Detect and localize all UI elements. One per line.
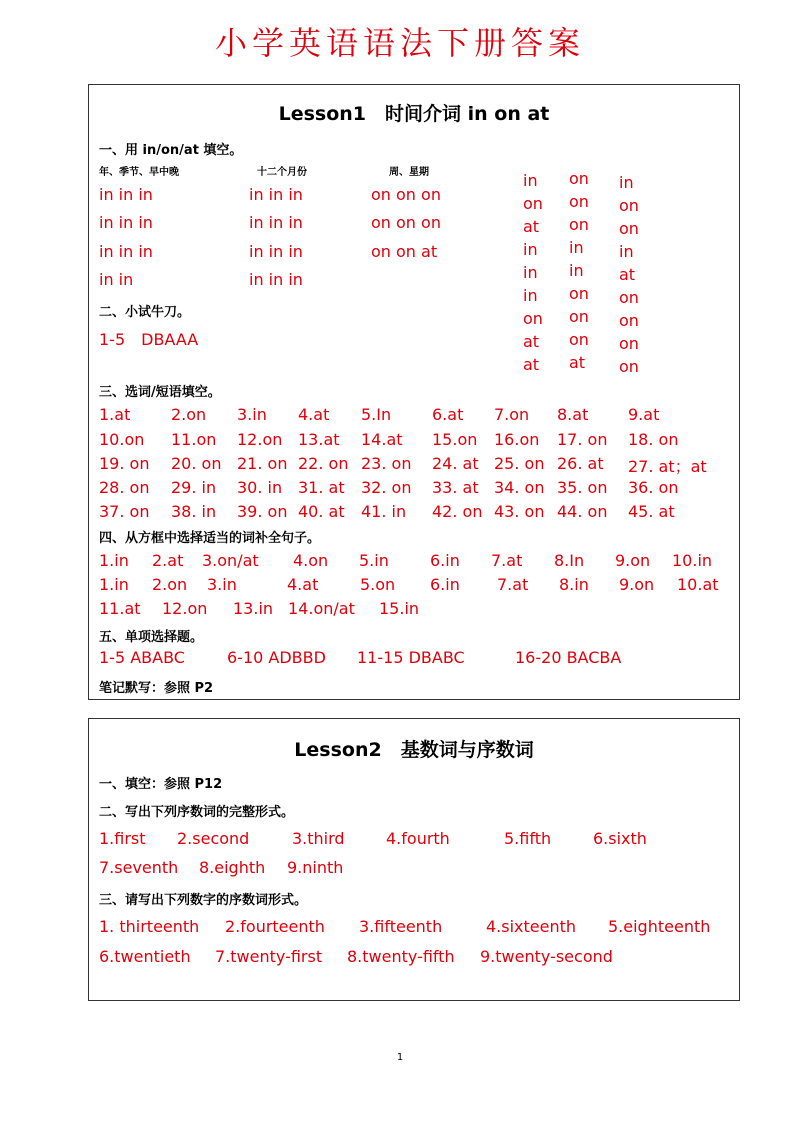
s3-answer: 18. on — [628, 430, 679, 449]
l2-s3-answer: 7.twenty-first — [215, 947, 323, 966]
s3-answer: 32. on — [361, 478, 412, 497]
s4-answer: 3.in — [207, 575, 237, 594]
s4-answer: 2.on — [152, 575, 188, 594]
l2-s3-answer: 3.fifteenth — [359, 917, 443, 936]
s3-answer: 27. at；at — [628, 457, 707, 476]
s4-answer: 6.in — [430, 551, 460, 570]
s3-answer: 42. on — [432, 502, 483, 521]
s3-answer: 39. on — [237, 502, 288, 521]
l2-s2-answer: 7.seventh — [99, 858, 179, 877]
s4-answer: 4.on — [293, 551, 329, 570]
lesson2-section3-heading: 三、请写出下列数字的序数词形式。 — [99, 893, 308, 908]
lesson2-section2-heading: 二、写出下列序数词的完整形式。 — [99, 805, 295, 820]
s3-answer: 29. in — [171, 478, 217, 497]
s3-answer: 4.at — [298, 405, 330, 424]
s1-grid-cell: in — [619, 242, 634, 261]
s3-answer: 34. on — [494, 478, 545, 497]
s4-answer: 1.in — [99, 551, 129, 570]
s4-answer: 7.at — [491, 551, 523, 570]
s3-answer: 24. at — [432, 454, 479, 473]
s4-answer: 5.on — [360, 575, 396, 594]
s1-grid-cell: in — [523, 263, 538, 282]
s3-answer: 19. on — [99, 454, 150, 473]
s3-answer: 12.on — [237, 430, 283, 449]
s1-grid-cell: in — [523, 286, 538, 305]
s3-answer: 30. in — [237, 478, 283, 497]
section5-answer-2: 6-10 ADBBD — [227, 648, 326, 667]
page-number: 1 — [396, 1052, 404, 1063]
l2-s3-answer: 1. thirteenth — [99, 917, 200, 936]
s3-answer: 2.on — [171, 405, 207, 424]
s3-answer: 13.at — [298, 430, 340, 449]
s3-answer: 33. at — [432, 478, 479, 497]
s1-grid-cell: on — [619, 357, 639, 376]
l2-s2-answer: 6.sixth — [593, 829, 647, 848]
s4-answer: 3.on/at — [202, 551, 259, 570]
colhead-weekdays: 周、星期 — [389, 167, 429, 178]
s1-grid-cell: on — [569, 284, 589, 303]
s3-answer: 6.at — [432, 405, 464, 424]
lesson1-title: Lesson1 时间介词 in on at — [278, 103, 550, 125]
colhead-year-season: 年、季节、早中晚 — [99, 167, 179, 178]
s3-answer: 43. on — [494, 502, 545, 521]
s1-grid-cell: in — [523, 171, 538, 190]
s4-answer: 10.at — [677, 575, 719, 594]
s1-grid-cell: on — [569, 307, 589, 326]
s3-answer: 25. on — [494, 454, 545, 473]
s3-answer: 16.on — [494, 430, 540, 449]
s1-grid-cell: at — [619, 265, 636, 284]
l2-s3-answer: 4.sixteenth — [486, 917, 577, 936]
l2-s2-answer: 3.third — [292, 829, 345, 848]
lesson1-section5-heading: 五、单项选择题。 — [99, 630, 204, 645]
section5-answer-1: 1-5 ABABC — [99, 648, 185, 667]
s1-grid-cell: at — [523, 217, 540, 236]
lesson1-section3-heading: 三、选词/短语填空。 — [99, 385, 221, 400]
s4-answer: 6.in — [430, 575, 460, 594]
l2-s2-answer: 2.second — [177, 829, 250, 848]
s4-answer: 7.at — [497, 575, 529, 594]
s3-answer: 31. at — [298, 478, 345, 497]
lesson1-section2-heading: 二、小试牛刀。 — [99, 305, 191, 320]
s1-grid-cell: on — [569, 215, 589, 234]
s4-answer: 8.in — [559, 575, 589, 594]
s1-grid-cell: on — [619, 219, 639, 238]
s4-answer: 11.at — [99, 599, 141, 618]
lesson1-section4-heading: 四、从方框中选择适当的词补全句子。 — [99, 531, 321, 546]
lesson2-section1-heading: 一、填空：参照 P12 — [99, 777, 223, 792]
s1-grid-cell: on — [569, 330, 589, 349]
l2-s2-answer: 1.first — [99, 829, 146, 848]
l2-s3-answer: 2.fourteenth — [225, 917, 325, 936]
l2-s2-answer: 5.fifth — [504, 829, 552, 848]
s4-answer: 5.in — [359, 551, 389, 570]
s1-col-c-row: on on on — [371, 213, 441, 232]
l2-s3-answer: 6.twentieth — [99, 947, 191, 966]
s3-answer: 41. in — [361, 502, 407, 521]
s4-answer: 10.in — [672, 551, 713, 570]
s3-answer: 36. on — [628, 478, 679, 497]
s4-answer: 4.at — [287, 575, 319, 594]
s4-answer: 8.In — [554, 551, 585, 570]
lesson1-box — [88, 84, 740, 700]
s1-grid-cell: at — [523, 355, 540, 374]
s1-col-a-row: in in in — [99, 185, 153, 204]
s3-answer: 22. on — [298, 454, 349, 473]
s4-answer: 14.on/at — [288, 599, 355, 618]
s3-answer: 1.at — [99, 405, 131, 424]
s1-grid-cell: on — [523, 194, 543, 213]
s3-answer: 14.at — [361, 430, 403, 449]
s3-answer: 35. on — [557, 478, 608, 497]
s3-answer: 21. on — [237, 454, 288, 473]
s1-col-b-row: in in in — [249, 270, 303, 289]
s1-grid-cell: in — [569, 238, 584, 257]
s4-answer: 15.in — [379, 599, 420, 618]
s1-grid-cell: in — [569, 261, 584, 280]
l2-s3-answer: 8.twenty-fifth — [347, 947, 455, 966]
s3-answer: 26. at — [557, 454, 604, 473]
s4-answer: 9.on — [615, 551, 651, 570]
s4-answer: 2.at — [152, 551, 184, 570]
s1-grid-cell: on — [619, 334, 639, 353]
lesson2-title: Lesson2 基数词与序数词 — [294, 739, 534, 761]
section2-answer: 1-5 DBAAA — [99, 330, 199, 349]
s1-grid-cell: at — [569, 353, 586, 372]
s4-answer: 1.in — [99, 575, 129, 594]
s4-answer: 9.on — [619, 575, 655, 594]
l2-s2-answer: 8.eighth — [199, 858, 266, 877]
s3-answer: 8.at — [557, 405, 589, 424]
s1-col-a-row: in in in — [99, 242, 153, 261]
s1-grid-cell: at — [523, 332, 540, 351]
s1-grid-cell: in — [523, 240, 538, 259]
s4-answer: 13.in — [233, 599, 274, 618]
section5-answer-3: 11-15 DBABC — [357, 648, 465, 667]
s1-col-b-row: in in in — [249, 213, 303, 232]
colhead-months: 十二个月份 — [257, 167, 307, 178]
s3-answer: 9.at — [628, 405, 660, 424]
s1-col-b-row: in in in — [249, 185, 303, 204]
s3-answer: 23. on — [361, 454, 412, 473]
section5-answer-4: 16-20 BACBA — [515, 648, 622, 667]
s3-answer: 28. on — [99, 478, 150, 497]
s1-grid-cell: on — [569, 169, 589, 188]
s1-grid-cell: on — [619, 196, 639, 215]
s1-grid-cell: on — [569, 192, 589, 211]
s3-answer: 11.on — [171, 430, 217, 449]
lesson1-notes: 笔记默写：参照 P2 — [99, 681, 214, 696]
s1-col-b-row: in in in — [249, 242, 303, 261]
s4-answer: 12.on — [162, 599, 208, 618]
s3-answer: 38. in — [171, 502, 217, 521]
lesson2-box — [88, 718, 740, 1001]
l2-s2-answer: 4.fourth — [386, 829, 450, 848]
l2-s2-answer: 9.ninth — [287, 858, 344, 877]
s1-grid-cell: on — [619, 311, 639, 330]
s1-col-c-row: on on on — [371, 185, 441, 204]
lesson1-section1-heading: 一、用 in/on/at 填空。 — [99, 143, 243, 158]
document-title: 小学英语语法下册答案 — [214, 24, 585, 62]
l2-s3-answer: 9.twenty-second — [480, 947, 613, 966]
s1-grid-cell: in — [619, 173, 634, 192]
s3-answer: 3.in — [237, 405, 267, 424]
s1-col-a-row: in in in — [99, 213, 153, 232]
s3-answer: 44. on — [557, 502, 608, 521]
s3-answer: 5.In — [361, 405, 392, 424]
s3-answer: 45. at — [628, 502, 675, 521]
s1-col-c-row: on on at — [371, 242, 438, 261]
l2-s3-answer: 5.eighteenth — [608, 917, 711, 936]
s1-grid-cell: on — [619, 288, 639, 307]
s3-answer: 17. on — [557, 430, 608, 449]
s3-answer: 40. at — [298, 502, 345, 521]
s3-answer: 37. on — [99, 502, 150, 521]
s3-answer: 20. on — [171, 454, 222, 473]
s1-grid-cell: on — [523, 309, 543, 328]
s1-col-a-row: in in — [99, 270, 134, 289]
s3-answer: 7.on — [494, 405, 530, 424]
s3-answer: 10.on — [99, 430, 145, 449]
s3-answer: 15.on — [432, 430, 478, 449]
